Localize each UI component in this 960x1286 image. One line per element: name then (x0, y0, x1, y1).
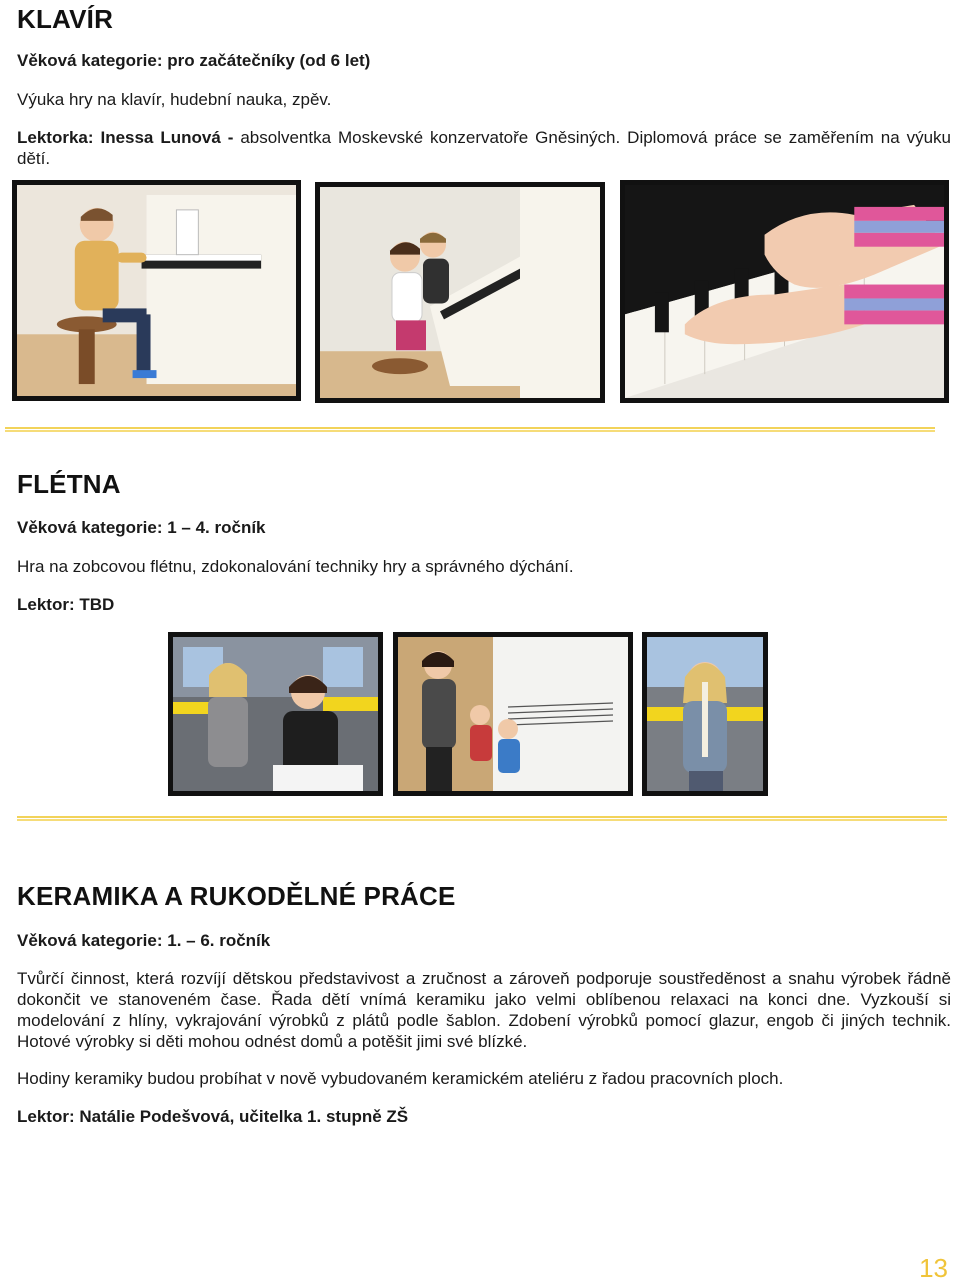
section-divider (17, 816, 947, 822)
fletna-description: Hra na zobcovou flétnu, zdokonalování techniky hry a správného dýchání. (17, 557, 574, 576)
page-number: 13 (919, 1253, 948, 1283)
fletna-lector: Lektor: TBD (17, 595, 115, 614)
section-title-keramika: KERAMIKA A RUKODĚLNÉ PRÁCE (17, 881, 456, 911)
klavir-lector (17, 127, 951, 169)
photo-children-at-whiteboard (393, 632, 633, 796)
section-title-klavir: KLAVÍR (17, 4, 114, 34)
section-divider (5, 427, 935, 433)
keramika-age-category: Věková kategorie: 1. – 6. ročník (17, 931, 271, 950)
klavir-lector-label: Lektorka: Inessa Lunová - (17, 128, 234, 147)
keramika-lector: Lektor: Natálie Podešvová, učitelka 1. stupně ZŠ (17, 1107, 409, 1126)
keramika-description: Tvůrčí činnost, která rozvíjí dětskou představivost a zručnost a zároveň podporuje soustředěnost a snahu výrobek řádně dokončit ve stanoveném čase. Řada dětí vnímá keramiku jako velmi oblíbenou relaxaci na konci dne. Vyzkouší si modelování z hlíny, vykrajování výrobků z plátů podle šablon. Zdobení výrobků pomocí glazur, engob či jiných technik. Hotové výrobky si děti mohou odnést domů a potěšit jimi své blízké. (17, 969, 951, 1051)
klavir-lector-text: absolventka Moskevské konzervatoře Gněsiných. Diplomová práce se zaměřením na výuku dětí. (17, 128, 951, 168)
photo-two-children-at-piano (315, 182, 605, 403)
photo-girl-playing-flute (642, 632, 768, 796)
section-title-fletna: FLÉTNA (17, 469, 121, 499)
photo-girl-with-teacher (168, 632, 383, 796)
photo-boy-at-piano (12, 180, 301, 401)
klavir-description: Výuka hry na klavír, hudební nauka, zpěv. (17, 90, 332, 109)
klavir-age-category: Věková kategorie: pro začátečníky (od 6 let) (17, 51, 371, 70)
fletna-age-category: Věková kategorie: 1 – 4. ročník (17, 518, 266, 537)
keramika-location-note: Hodiny keramiky budou probíhat v nově vybudovaném keramickém ateliéru z řadou pracovních ploch. (17, 1069, 784, 1088)
photo-hands-on-keys (620, 180, 949, 403)
